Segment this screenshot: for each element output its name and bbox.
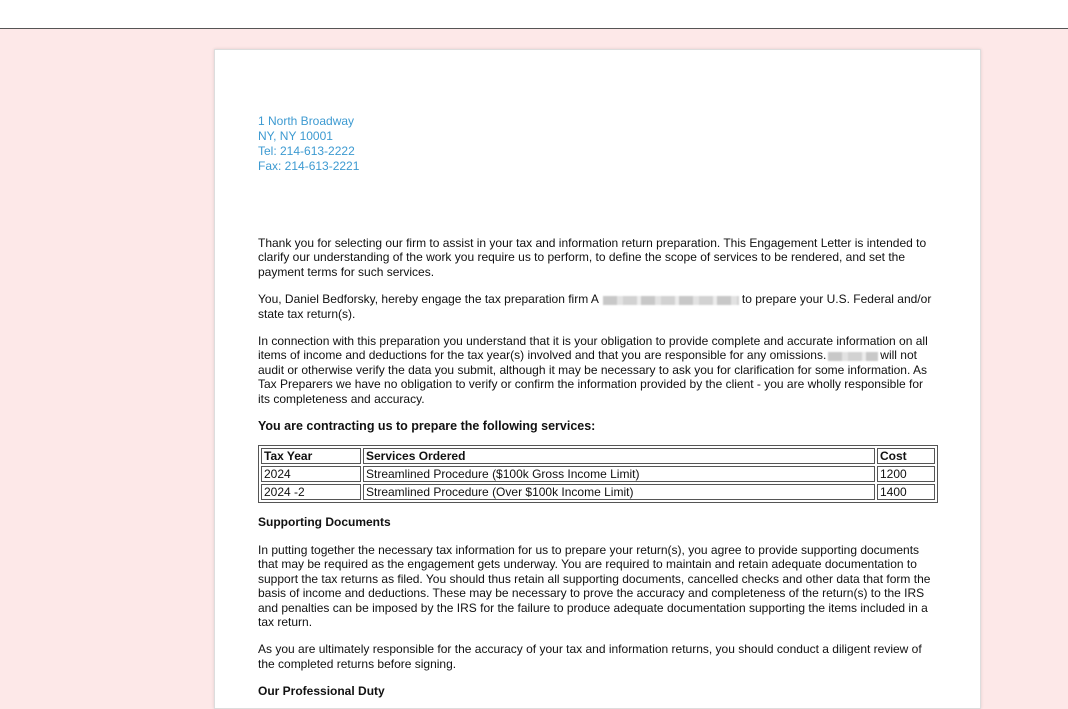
- cell-service: Streamlined Procedure ($100k Gross Income Limit): [363, 466, 875, 482]
- services-table: [258, 445, 938, 503]
- address-tel: Tel: 214-613-2222: [258, 144, 355, 158]
- document-page: [214, 49, 981, 709]
- redacted-firm-name: [603, 296, 739, 305]
- cell-cost: 1200: [877, 466, 935, 482]
- connection-text-before: In connection with this preparation you understand that it is your obligation to provide complete and accurate information on all items of income and deductions for the tax year(s) involved and that you are responsible for any omissions.: [258, 334, 928, 363]
- engage-paragraph: [258, 292, 938, 321]
- header-services: Services Ordered: [363, 448, 875, 464]
- header-cost: Cost: [877, 448, 935, 464]
- engage-text-after: to prepare your U.S. Federal and/or state tax return(s).: [258, 292, 932, 321]
- connection-text-after: will not audit or otherwise verify the data you submit, although it may be necessary to ask you for clarification for some information. As Tax Preparers we have no obligation to verify or confirm the information provided by the client - you are wholly responsible for its completeness and accuracy.: [258, 348, 927, 406]
- address-street: 1 North Broadway: [258, 114, 355, 128]
- services-heading: You are contracting us to prepare the following services:: [258, 419, 596, 434]
- redacted-firm-short: [828, 352, 878, 361]
- cell-cost: 1400: [877, 484, 935, 500]
- review-paragraph: As you are ultimately responsible for the accuracy of your tax and information returns, you should conduct a diligent review of the completed returns before signing.: [258, 642, 922, 671]
- engage-text-before: You, Daniel Bedforsky, hereby engage the tax preparation firm A: [258, 292, 599, 307]
- table-row: [261, 466, 935, 482]
- connection-paragraph: [258, 334, 938, 406]
- duty-heading: Our Professional Duty: [258, 684, 385, 699]
- top-bar: [0, 0, 1068, 29]
- supporting-heading: Supporting Documents: [258, 515, 391, 530]
- address-fax: Fax: 214-613-2221: [258, 159, 360, 173]
- address-city: NY, NY 10001: [258, 129, 333, 143]
- firm-address: [258, 114, 938, 174]
- header-tax-year: Tax Year: [261, 448, 361, 464]
- cell-tax-year: 2024: [261, 466, 361, 482]
- letter-content: [258, 114, 938, 699]
- table-row: [261, 484, 935, 500]
- intro-paragraph: Thank you for selecting our firm to assist in your tax and information return preparation. This Engagement Letter is intended to clarify our understanding of the work you require us to perform, to define the scope of services to be rendered, and set the payment terms for such services.: [258, 236, 927, 279]
- table-header-row: [261, 448, 935, 464]
- cell-service: Streamlined Procedure (Over $100k Income Limit): [363, 484, 875, 500]
- supporting-paragraph: In putting together the necessary tax information for us to prepare your return(s), you agree to provide supporting documents that may be required as the engagement gets underway. You are required to maintain and retain adequate documentation to support the tax returns as filed. You should thus retain all supporting documents, cancelled checks and other data that form the basis of income and deductions. These may be necessary to prove the accuracy and completeness of the return(s) to the IRS and penalties can be imposed by the IRS for the failure to produce adequate documentation supporting the items included in a tax return.: [258, 542, 931, 629]
- cell-tax-year: 2024 -2: [261, 484, 361, 500]
